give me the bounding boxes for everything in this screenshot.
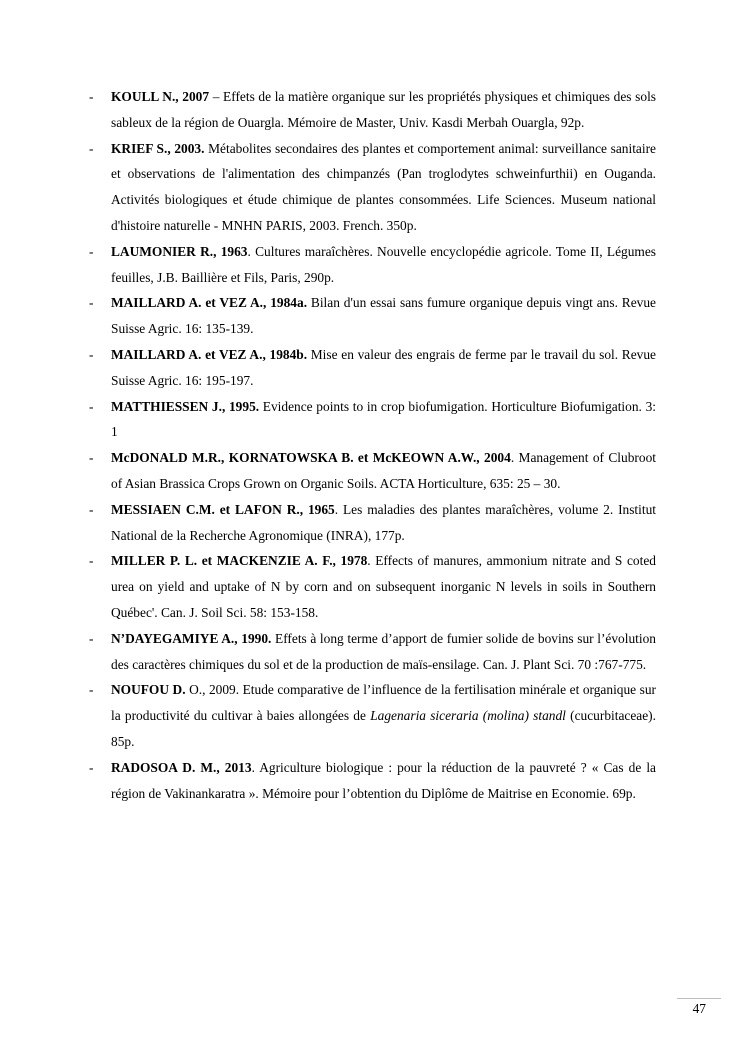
reference-entry (0, 626, 745, 678)
bullet-dash: - (89, 450, 94, 466)
bullet-dash: - (89, 553, 94, 569)
reference-author: N’DAYEGAMIYE A., 1990. (111, 630, 272, 646)
reference-text: . Cultures maraîchères. Nouvelle encyclopédie agricole. Tome II, Légumes feuilles, J.B. Baillière et Fils, Paris, 290p. (111, 243, 656, 285)
reference-text: . Management of Clubroot of Asian Brassica Crops Grown on Organic Soils. ACTA Horticulture, 635: 25 – 30. (111, 450, 656, 491)
reference-text: – Effets de la matière organique sur les propriétés physiques et chimiques des sols sableux de la région de Ouargla. Mémoire de Master, Univ. Kasdi Merbah Ouargla, 92p. (111, 89, 656, 130)
reference-author: KOULL N., 2007 (111, 89, 210, 104)
bullet-dash: - (89, 398, 94, 414)
reference-entry (0, 394, 745, 446)
reference-author: NOUFOU D. (111, 682, 186, 698)
reference-text: Evidence points to in crop biofumigation. Horticulture Biofumigation. 3: 1 (111, 398, 656, 440)
reference-entry (0, 239, 745, 291)
reference-author: MAILLARD A. et VEZ A., 1984a. (111, 295, 308, 311)
reference-entry (0, 755, 745, 807)
reference-author: MESSIAEN C.M. et LAFON R., 1965 (111, 501, 335, 517)
reference-entry (0, 548, 745, 625)
reference-author: KRIEF S., 2003. (111, 140, 205, 156)
reference-entry (0, 497, 745, 549)
reference-text: Mise en valeur des engrais de ferme par le travail du sol. Revue Suisse Agric. 16: 195-197. (111, 346, 656, 388)
bullet-dash: - (89, 501, 94, 517)
reference-text: Métabolites secondaires des plantes et comportement animal: surveillance sanitaire et observations de l'alimentation des chimpanzés (Pan troglodytes schweinfurthii) en Ouganda. Activités biologiques et étude chimique de plantes consommées. Life Sciences. Museum national d'histoire naturelle - MNHN PARIS, 2003. French. 350p. (111, 140, 656, 233)
bullet-dash: - (89, 682, 94, 698)
reference-list (0, 84, 745, 806)
reference-text: . Agriculture biologique : pour la réduction de la pauvreté ? « Cas de la région de Vakinankaratra ». Mémoire pour l’obtention du Diplôme de Maitrise en Economie. 69p. (111, 759, 656, 801)
reference-text (111, 682, 656, 749)
reference-entry (0, 136, 745, 239)
bullet-dash: - (89, 759, 94, 775)
page-number: 47 (692, 1001, 706, 1016)
reference-text-after: (cucurbitaceae). 85p. (111, 708, 656, 749)
reference-text: Bilan d'un essai sans fumure organique depuis vingt ans. Revue Suisse Agric. 16: 135-139. (111, 295, 656, 337)
bullet-dash: - (89, 295, 94, 311)
bullet-dash: - (89, 346, 94, 362)
reference-entry (0, 84, 745, 136)
reference-entry (0, 290, 745, 342)
reference-entry (0, 677, 745, 754)
bullet-dash: - (89, 630, 94, 646)
reference-author: RADOSOA D. M., 2013 (111, 759, 252, 775)
reference-text-before: O., 2009. Etude comparative de l’influence de la fertilisation minérale et organique sur la productivité du cultivar à baies allongées de (111, 682, 656, 724)
reference-author: LAUMONIER R., 1963 (111, 243, 248, 259)
reference-text: . Les maladies des plantes maraîchères, volume 2. Institut National de la Recherche Agronomique (INRA), 177p. (111, 501, 657, 543)
reference-author: MILLER P. L. et MACKENZIE A. F., 1978 (111, 553, 368, 569)
species-name-italic: Lagenaria siceraria (molina) standl (370, 708, 566, 724)
reference-author: MATTHIESSEN J., 1995. (111, 398, 260, 414)
reference-entry (0, 445, 745, 497)
page-number-rule (677, 998, 721, 999)
reference-text: . Effects of manures, ammonium nitrate and S coted urea on yield and uptake of N by corn and on subsequent inorganic N levels in soils in Southern Québec'. Can. J. Soil Sci. 58: 153-158. (111, 553, 656, 620)
reference-author: McDONALD M.R., KORNATOWSKA B. et McKEOWN A.W., 2004 (111, 450, 511, 466)
reference-text: Effets à long terme d’apport de fumier solide de bovins sur l’évolution des caractères chimiques du sol et de la production de maïs-ensilage. Can. J. Plant Sci. 70 :767-775. (111, 630, 656, 672)
reference-entry (0, 342, 745, 394)
bullet-dash: - (89, 140, 94, 156)
reference-author: MAILLARD A. et VEZ A., 1984b. (111, 346, 308, 362)
bullet-dash: - (89, 89, 94, 104)
bullet-dash: - (89, 243, 94, 259)
